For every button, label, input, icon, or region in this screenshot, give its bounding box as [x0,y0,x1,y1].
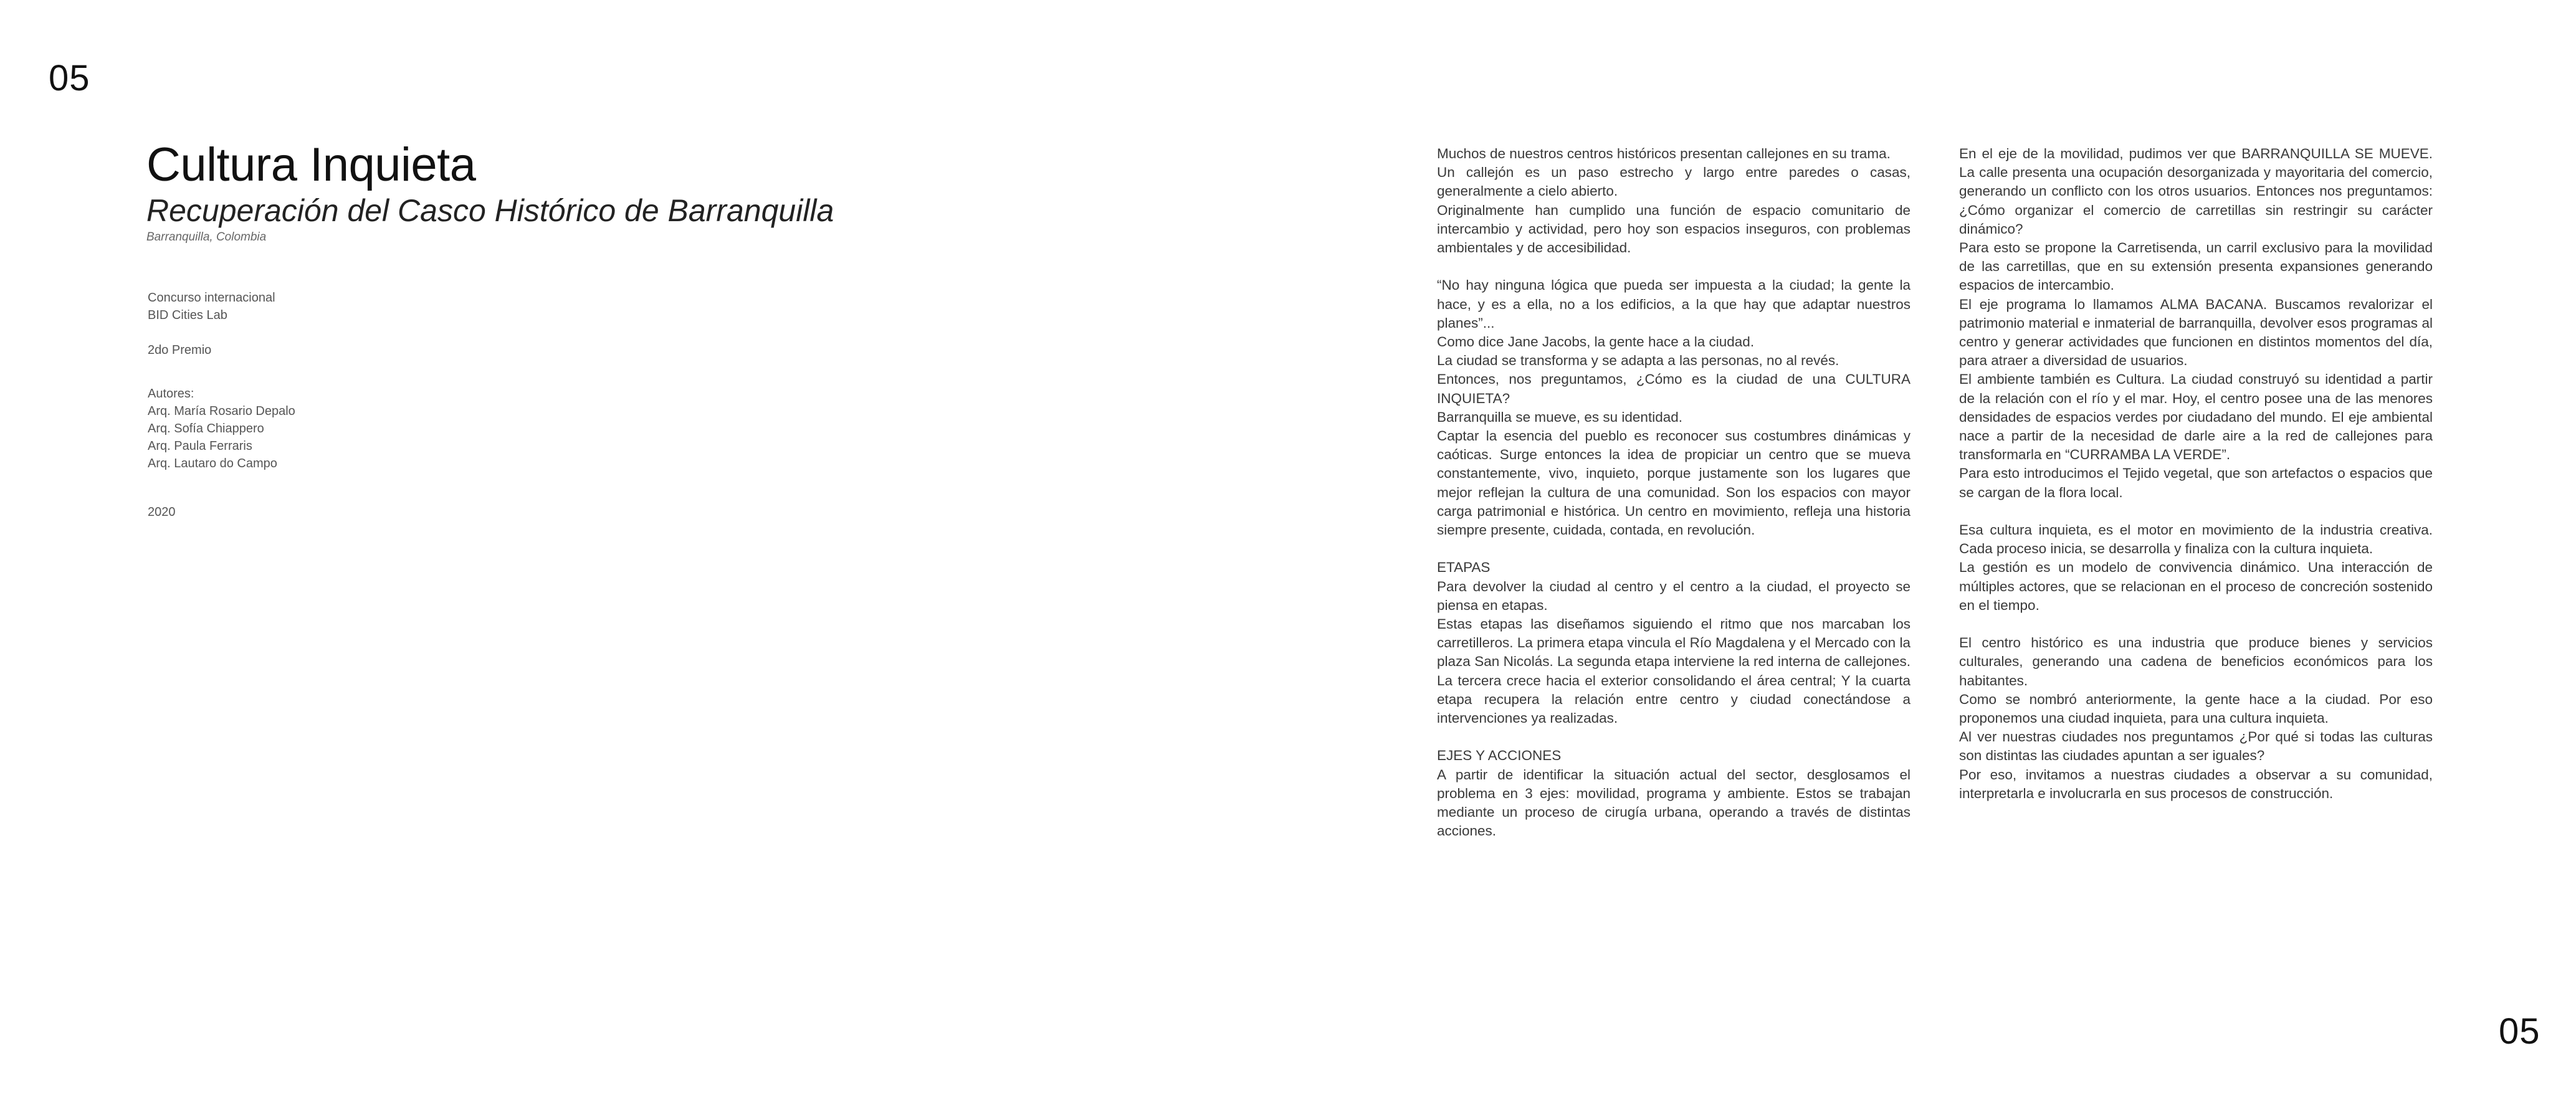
body-paragraph: Al ver nuestras ciudades nos preguntamos ¿Por qué si todas las culturas son distintas las ciudades apuntan a ser iguales? [1959,729,2433,764]
body-paragraph: Para esto introducimos el Tejido vegetal, que son artefactos o espacios que se cargan de la flora local. [1959,465,2433,500]
body-paragraph: Para devolver la ciudad al centro y el centro a la ciudad, el proyecto se piensa en etapas. [1437,578,1911,613]
page-subtitle: Recuperación del Casco Histórico de Barranquilla [146,193,834,228]
authors-info [148,385,295,472]
author-name: Arq. Lautaro do Campo [148,457,277,470]
title-block [146,140,1019,244]
body-paragraph: Estas etapas las diseñamos siguiendo el ritmo que nos marcaban los carretilleros. La primera etapa vincula el Río Magdalena y el Mercado con la plaza San Nicolás. La segunda etapa interviene la red interna de callejones. La tercera crece hacia el exterior consolidando el área central; Y la cuarta etapa recupera la relación entre centro y ciudad conectándose a intervenciones ya realizadas. [1437,616,1911,726]
page-number-right: 05 [2499,1011,2540,1052]
paragraph-gap [1437,540,1911,558]
contest-line: Concurso internacional [148,291,275,305]
prize-label: 2do Premio [148,343,212,357]
body-paragraph: El ambiente también es Cultura. La ciudad construyó su identidad a partir de la relación con el río y el mar. Hoy, el centro posee una de las menores densidades de espacios verdes por ciudadano del mundo. El eje ambiental nace a partir de la necesidad de darle aire a la red de callejones para transformarla en “CURRAMBA LA VERDE”. [1959,371,2433,463]
contest-info [148,289,275,324]
author-name: Arq. Sofía Chiappero [148,422,264,435]
body-paragraph: Originalmente han cumplido una función de espacio comunitario de intercambio y actividad, pero hoy son espacios inseguros, con problemas ambientales y de accesibilidad. [1437,202,1911,256]
body-paragraph: EJES Y ACCIONES [1437,748,1562,764]
body-paragraph: Como se nombró anteriormente, la gente hace a la ciudad. Por eso proponemos una ciudad inquieta, para una cultura inquieta. [1959,691,2433,726]
year-info [148,503,176,521]
prize-info [148,341,211,359]
body-paragraph: El eje programa lo llamamos ALMA BACANA. Buscamos revalorizar el patrimonio material e inmaterial de barranquilla, devolver esos programas al centro y generar actividades que funcionen en distintos momentos del día, para atraer a diversidad de usuarios. [1959,296,2433,369]
paragraph-gap [1437,728,1911,746]
body-paragraph: A partir de identificar la situación actual del sector, desglosamos el problema en 3 ejes: movilidad, programa y ambiente. Estos se trabajan mediante un proceso de cirugía urbana, operando a través de distintas acciones. [1437,766,1911,839]
page-number-left: 05 [49,58,90,98]
author-name: Arq. María Rosario Depalo [148,404,295,418]
body-paragraph: ETAPAS [1437,559,1491,576]
body-paragraph: La ciudad se transforma y se adapta a las personas, no al revés. [1437,353,1839,369]
body-paragraph: El centro histórico es una industria que produce bienes y servicios culturales, generando una cadena de beneficios económicos para los habitantes. [1959,635,2433,688]
location-label: Barranquilla, Colombia [146,230,267,244]
body-paragraph: Por eso, invitamos a nuestras ciudades a observar a su comunidad, interpretarla e involucrarla en sus procesos de construcción. [1959,766,2433,801]
body-paragraph: Entonces, nos preguntamos, ¿Cómo es la ciudad de una CULTURA INQUIETA? [1437,371,1911,406]
paragraph-gap [1959,615,2433,634]
paragraph-gap [1437,257,1911,276]
year-label: 2020 [148,505,176,519]
page-title: Cultura Inquieta [146,138,476,191]
contest-line: BID Cities Lab [148,308,227,322]
authors-label: Autores: [148,387,194,401]
body-paragraph: En el eje de la movilidad, pudimos ver que BARRANQUILLA SE MUEVE. La calle presenta una ocupación desorganizada y mayoritaria del comercio, generando un conflicto con los otros usuarios. Entonces nos preguntamos: ¿Cómo organizar el comercio de carretillas sin restringir su carácter dinámico? [1959,146,2433,237]
body-paragraph: Un callejón es un paso estrecho y largo entre paredes o casas, generalmente a cielo abierto. [1437,164,1911,199]
body-paragraph: Para esto se propone la Carretisenda, un carril exclusivo para la movilidad de las carretillas, que en su extensión presenta expansiones generando espacios de intercambio. [1959,240,2433,293]
text-column-1 [1437,145,1911,840]
body-paragraph: Muchos de nuestros centros históricos presentan callejones en su trama. [1437,146,1891,161]
body-paragraph: Como dice Jane Jacobs, la gente hace a la ciudad. [1437,334,1755,350]
body-paragraph: “No hay ninguna lógica que pueda ser impuesta a la ciudad; la gente la hace, y es a ella, no a los edificios, a la que hay que adaptar nuestros planes”... [1437,277,1911,331]
body-paragraph: Barranquilla se mueve, es su identidad. [1437,409,1682,425]
body-paragraph: La gestión es un modelo de convivencia dinámico. Una interacción de múltiples actores, que se relacionan en el proceso de concreción sostenido en el tiempo. [1959,559,2433,613]
body-paragraph: Captar la esencia del pueblo es reconocer sus costumbres dinámicas y caóticas. Surge entonces la idea de propiciar un centro que se mueva constantemente, vivo, inquieto, porque justamente son los lugares que mejor reflejan la cultura de una comunidad. Son los espacios con mayor carga patrimonial e histórica. Un centro en movimiento, refleja una historia siempre presente, cuidada, contada, en revolución. [1437,428,1911,538]
body-paragraph: Esa cultura inquieta, es el motor en movimiento de la industria creativa. Cada proceso inicia, se desarrolla y finaliza con la cultura inquieta. [1959,522,2433,557]
paragraph-gap [1959,502,2433,521]
author-name: Arq. Paula Ferraris [148,439,252,453]
text-column-2 [1959,145,2433,803]
